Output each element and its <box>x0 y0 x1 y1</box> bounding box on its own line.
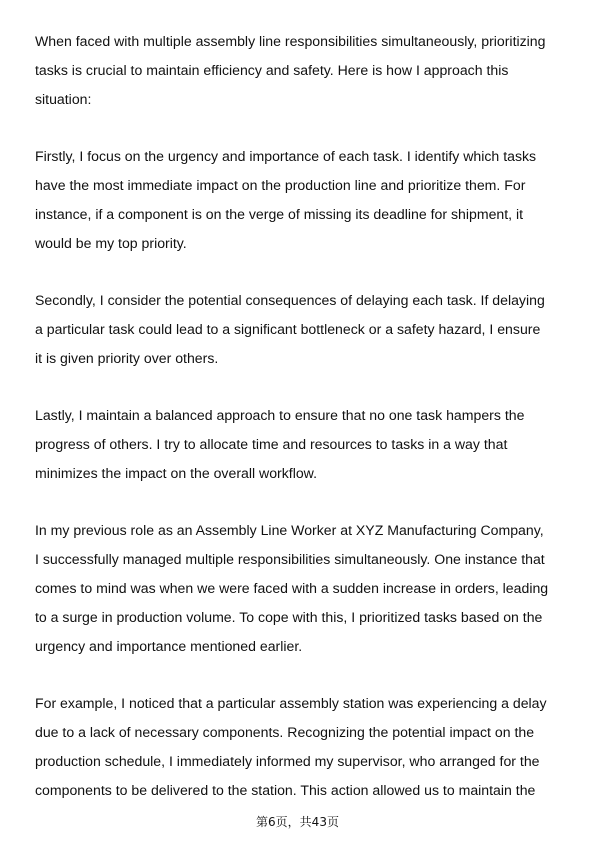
text-line: have the most immediate impact on the production line and prioritize them. For <box>35 177 526 193</box>
text-line: urgency and importance mentioned earlier. <box>35 638 303 654</box>
text-line: When faced with multiple assembly line responsibilities simultaneously, prioritizing <box>35 33 546 49</box>
text-line: minimizes the impact on the overall workflow. <box>35 465 317 481</box>
text-line: Firstly, I focus on the urgency and importance of each task. I identify which tasks <box>35 148 537 164</box>
text-line: comes to mind was when we were faced with a sudden increase in orders, leading <box>35 580 549 596</box>
text-line: tasks is crucial to maintain efficiency and safety. Here is how I approach this <box>35 62 509 78</box>
text-line: progress of others. I try to allocate time and resources to tasks in a way that <box>35 436 508 452</box>
text-line: production schedule, I immediately informed my supervisor, who arranged for the <box>35 753 540 769</box>
text-line: instance, if a component is on the verge of missing its deadline for shipment, it <box>35 206 524 222</box>
paragraph-5 <box>35 516 561 661</box>
paragraph-4 <box>35 401 561 488</box>
text-line: Lastly, I maintain a balanced approach to ensure that no one task hampers the <box>35 407 525 423</box>
paragraph-3 <box>35 286 561 373</box>
text-line: In my previous role as an Assembly Line Worker at XYZ Manufacturing Company, <box>35 522 544 538</box>
text-line: components to be delivered to the station. This action allowed us to maintain the <box>35 782 536 798</box>
body-text <box>35 27 561 833</box>
text-line: Secondly, I consider the potential consequences of delaying each task. If delaying <box>35 292 545 308</box>
text-line: to a surge in production volume. To cope with this, I prioritized tasks based on the <box>35 609 543 625</box>
text-line: a particular task could lead to a significant bottleneck or a safety hazard, I ensure <box>35 321 541 337</box>
text-line: due to a lack of necessary components. Recognizing the potential impact on the <box>35 724 535 740</box>
text-line: would be my top priority. <box>35 235 187 251</box>
paragraph-1 <box>35 27 561 114</box>
paragraph-6 <box>35 689 561 805</box>
paragraph-2 <box>35 142 561 258</box>
text-line: I successfully managed multiple responsibilities simultaneously. One instance that <box>35 551 545 567</box>
text-line: For example, I noticed that a particular assembly station was experiencing a delay <box>35 695 547 711</box>
text-line: situation: <box>35 91 92 107</box>
page-number: 第6页，共43页 <box>256 815 339 829</box>
text-line: it is given priority over others. <box>35 350 219 366</box>
